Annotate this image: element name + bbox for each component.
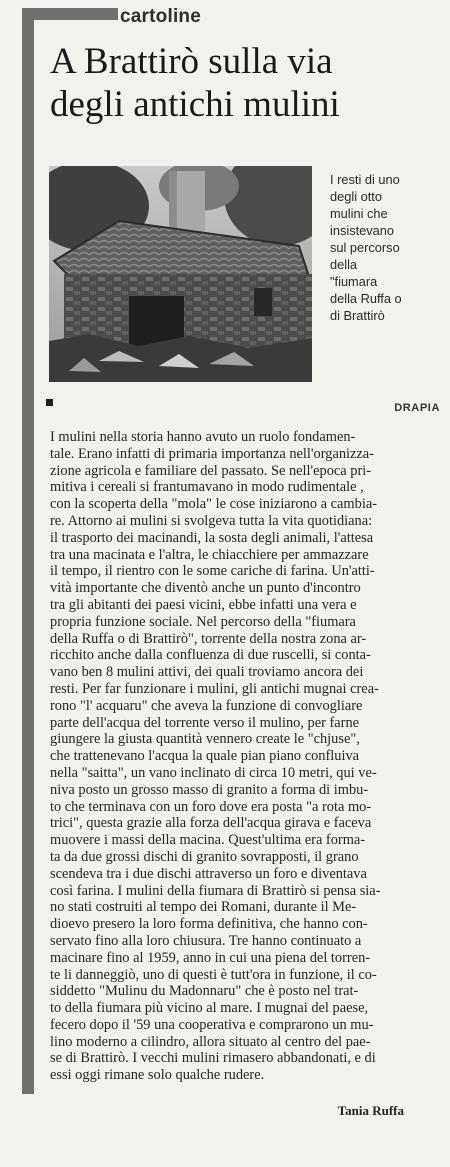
mill-ruins-photo: [49, 166, 312, 382]
caption-line: mulini che: [330, 206, 388, 221]
caption-line: di Brattirò: [330, 308, 385, 323]
body-line: vità importante che diventò anche un punto d'incontro: [50, 580, 361, 597]
body-line: giungere la giusta quantità vennero create le "chjuse",: [50, 731, 360, 748]
body-line: I mulini nella storia hanno avuto un ruolo fondamen-: [50, 429, 356, 445]
body-line: trici", questa grazie alla forza dell'acqua girava e faceva: [50, 815, 372, 832]
body-line: ta da due grossi dischi di granito sovrapposti, il grano: [50, 848, 359, 865]
body-line: to della fiumara più vicino al mare. I mugnai del paese,: [50, 1000, 369, 1017]
body-line: il tempo, il rientro con le some cariche di farina. Un'atti-: [50, 563, 375, 580]
body-line: muovere i massi della macina. Quest'ultima era forma-: [50, 832, 366, 849]
section-rubric: cartoline: [120, 6, 201, 27]
body-line: zione agricola e familiare del passato. Se nell'epoca pri-: [50, 462, 372, 479]
body-line: vano ben 8 mulini attivi, dei quali troviamo ancora dei: [50, 664, 364, 681]
body-line: ricchito anche dalla confluenza di due ruscelli, si conta-: [50, 647, 371, 664]
body-line: che trattenevano l'acqua la quale pian piano confluiva: [50, 748, 360, 765]
body-line: resti. Per far funzionare i mulini, gli antichi mugnai crea-: [50, 680, 379, 697]
author-byline: Tania Ruffa: [337, 1103, 404, 1118]
caption-line: insistevano: [330, 223, 395, 238]
body-line: rono "l' acquaru" che aveva la funzione di convogliare: [50, 697, 363, 714]
caption-line: della Ruffa o: [330, 291, 402, 306]
body-line: fecero dopo il '59 una cooperativa e comprarono un mu-: [50, 1016, 374, 1033]
body-line: nella "saitta", un vano inclinato di circa 10 metri, qui ve-: [50, 764, 377, 781]
body-line: tra una macinata e l'altra, le chiacchiere per ammazzare: [50, 546, 369, 563]
body-line: con la scoperta della "mola" le cose iniziarono a cambia-: [50, 496, 378, 513]
section-bullet: [46, 399, 53, 406]
headline-line: degli antichi mulini: [50, 84, 340, 125]
body-line: mitiva i cereali si frantumavano in modo rudimentale ,: [50, 479, 364, 496]
body-line: se di Brattirò. I vecchi mulini rimasero abbandonati, e di: [50, 1050, 376, 1067]
caption-line: sul percorso: [330, 240, 400, 255]
body-line: propria funzione sociale. Nel percorso della "fiumara: [50, 613, 356, 630]
body-line: della Ruffa o di Brattirò", torrente della nostra zona ar-: [50, 630, 367, 647]
caption-line: I resti di uno: [330, 172, 400, 187]
body-line: niva posto un grosso masso di granito a forma di imbu-: [50, 781, 369, 798]
body-line: to che terminava con un foro dove era posta "a rota mo-: [50, 798, 372, 815]
body-line: macinare fino al 1959, anno in cui una piena del torren-: [50, 949, 371, 966]
body-line: parte dell'acqua del torrente verso il mulino, per farne: [50, 714, 360, 731]
body-line: siddetto "Mulinu du Madonnaru" che è posto nel trat-: [50, 983, 359, 1000]
frame-bracket-horizontal: [22, 8, 118, 20]
caption-line: "fiumara: [330, 274, 378, 289]
body-line: re. Attorno ai mulini si svolgeva tutta la vita quotidiana:: [50, 512, 373, 529]
body-line: tra gli abitanti dei paesi vicini, ebbe infatti una vera e: [50, 596, 357, 613]
article-headline: [50, 40, 446, 126]
dateline-location: DRAPIA: [394, 402, 440, 414]
body-line: scendeva tra i due dischi attraverso un foro e diventava: [50, 865, 367, 882]
body-line: lino moderno a cilindro, allora situato al centro del pae-: [50, 1033, 371, 1050]
body-line: servato fino alla loro chiusura. Tre hanno continuato a: [50, 932, 362, 949]
body-line: essi oggi rimane solo qualche rudere.: [50, 1067, 265, 1084]
body-line: dioevo presero la loro forma definitiva, che hanno con-: [50, 916, 368, 933]
body-line: così farina. I mulini della fiumara di Brattirò si pensa sia-: [50, 882, 381, 899]
photo-caption: [330, 171, 448, 324]
article-body: [50, 429, 442, 1084]
frame-bracket-vertical: [22, 8, 34, 1094]
body-line: il trasporto dei macinandi, la sosta degli animali, l'attesa: [50, 529, 374, 546]
caption-line: degli otto: [330, 189, 382, 204]
body-line: te li danneggiò, uno di questi è tutt'ora in funzione, il co-: [50, 966, 377, 983]
body-line: tale. Erano infatti di primaria importanza nell'organizza-: [50, 445, 374, 462]
headline-line: A Brattirò sulla via: [50, 41, 333, 82]
body-line: no stati costruiti al tempo dei Romani, durante il Me-: [50, 899, 357, 916]
caption-line: della: [330, 257, 358, 272]
